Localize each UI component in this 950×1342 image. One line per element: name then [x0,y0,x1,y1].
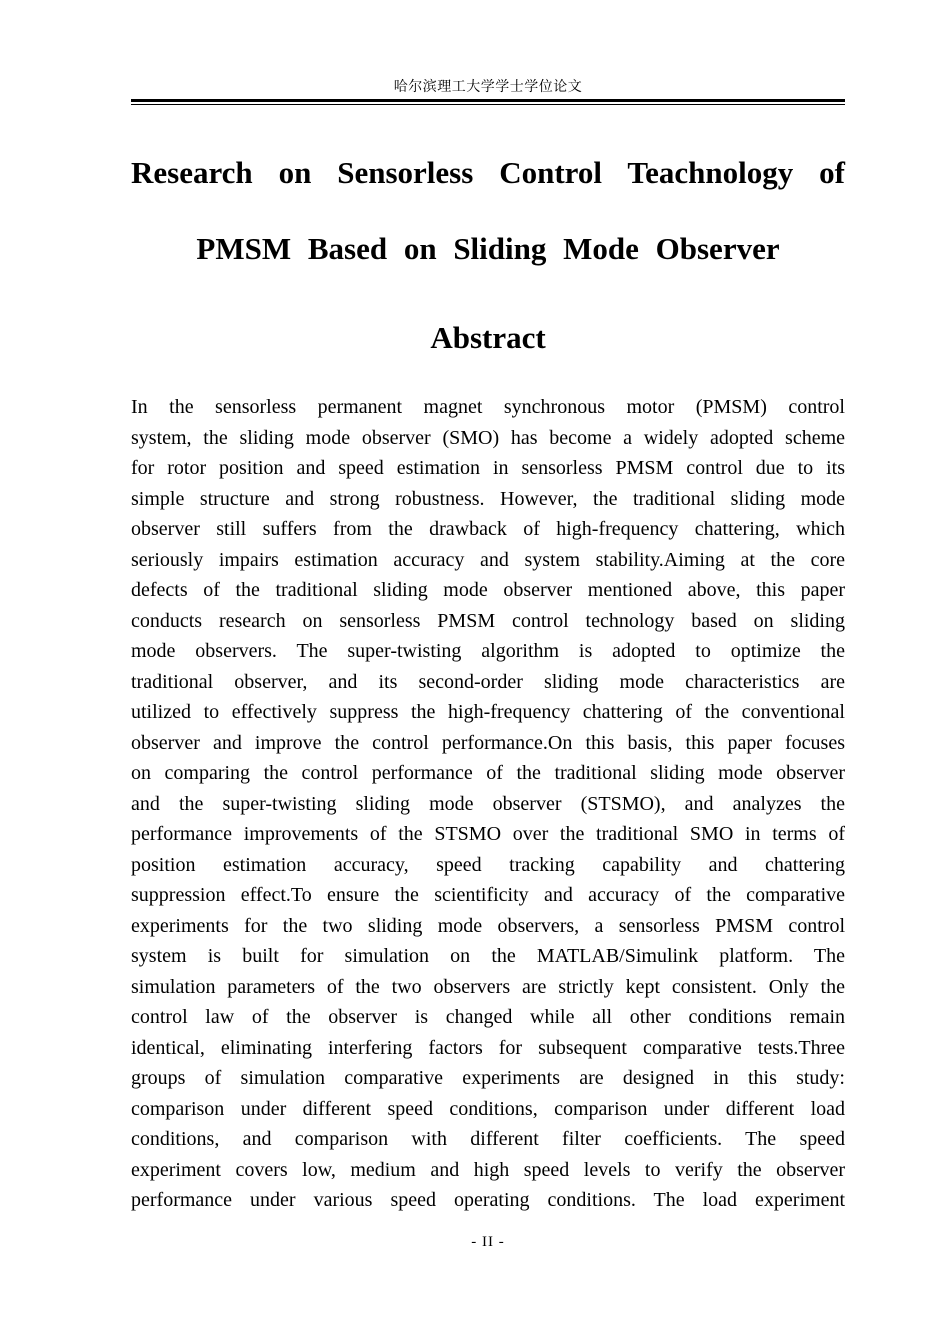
abstract-line: comparison under different speed conditions, comparison under different load [131,1097,845,1120]
abstract-line: performance under various speed operating conditions. The load experiment [131,1189,845,1211]
abstract-line: In the sensorless permanent magnet synchronous motor (PMSM) control [131,396,845,418]
abstract-line: on comparing the control performance of the traditional sliding mode observer [131,762,845,784]
thesis-title-line-2: PMSM Based on Sliding Mode Observer [196,231,780,266]
abstract-line: position estimation accuracy, speed tracking capability and chattering [131,853,845,876]
abstract-line: defects of the traditional sliding mode observer mentioned above, this paper [131,579,845,601]
abstract-line: conditions, and comparison with different filter coefficients. The speed [131,1128,845,1150]
abstract-line: mode observers. The super-twisting algorithm is adopted to optimize the [131,640,845,662]
abstract-line: control law of the observer is changed while all other conditions remain [131,1006,845,1028]
header-rule-thick [131,99,845,102]
abstract-line: utilized to effectively suppress the high-frequency chattering of the conventional [131,701,845,723]
abstract-line: suppression effect.To ensure the scientificity and accuracy of the comparative [131,884,845,906]
abstract-line: and the super-twisting sliding mode observer (STSMO), and analyzes the [131,792,845,815]
abstract-heading: Abstract [430,320,546,355]
abstract-line: simple structure and strong robustness. However, the traditional sliding mode [131,487,845,510]
abstract-line: experiment covers low, medium and high speed levels to verify the observer [131,1158,845,1181]
abstract-line: simulation parameters of the two observers are strictly kept consistent. Only the [131,975,845,998]
abstract-line: groups of simulation comparative experiments are designed in this study: [131,1067,845,1089]
abstract-line: seriously impairs estimation accuracy and system stability.Aiming at the core [131,548,845,571]
running-header: 哈尔滨理工大学学士学位论文 [393,80,583,95]
abstract-line: traditional observer, and its second-order sliding mode characteristics are [131,670,845,693]
abstract-line: conducts research on sensorless PMSM control technology based on sliding [131,609,845,632]
abstract-body [131,392,845,1222]
abstract-line: observer still suffers from the drawback of high-frequency chattering, which [131,518,845,540]
thesis-title-line-1: Research on Sensorless Control Teachnology of [131,155,845,190]
abstract-line: observer and improve the control performance.On this basis, this paper focuses [131,731,845,754]
page-number: - II - [471,1234,505,1250]
abstract-line: system, the sliding mode observer (SMO) has become a widely adopted scheme [131,426,845,449]
abstract-line: identical, eliminating interfering factors for subsequent comparative tests.Three [131,1036,845,1059]
abstract-line: system is built for simulation on the MATLAB/Simulink platform. The [131,945,845,967]
abstract-line: performance improvements of the STSMO over the traditional SMO in terms of [131,823,845,845]
abstract-line: experiments for the two sliding mode observers, a sensorless PMSM control [131,914,845,937]
abstract-line: for rotor position and speed estimation in sensorless PMSM control due to its [131,457,845,479]
header-rule-thin [131,104,845,105]
